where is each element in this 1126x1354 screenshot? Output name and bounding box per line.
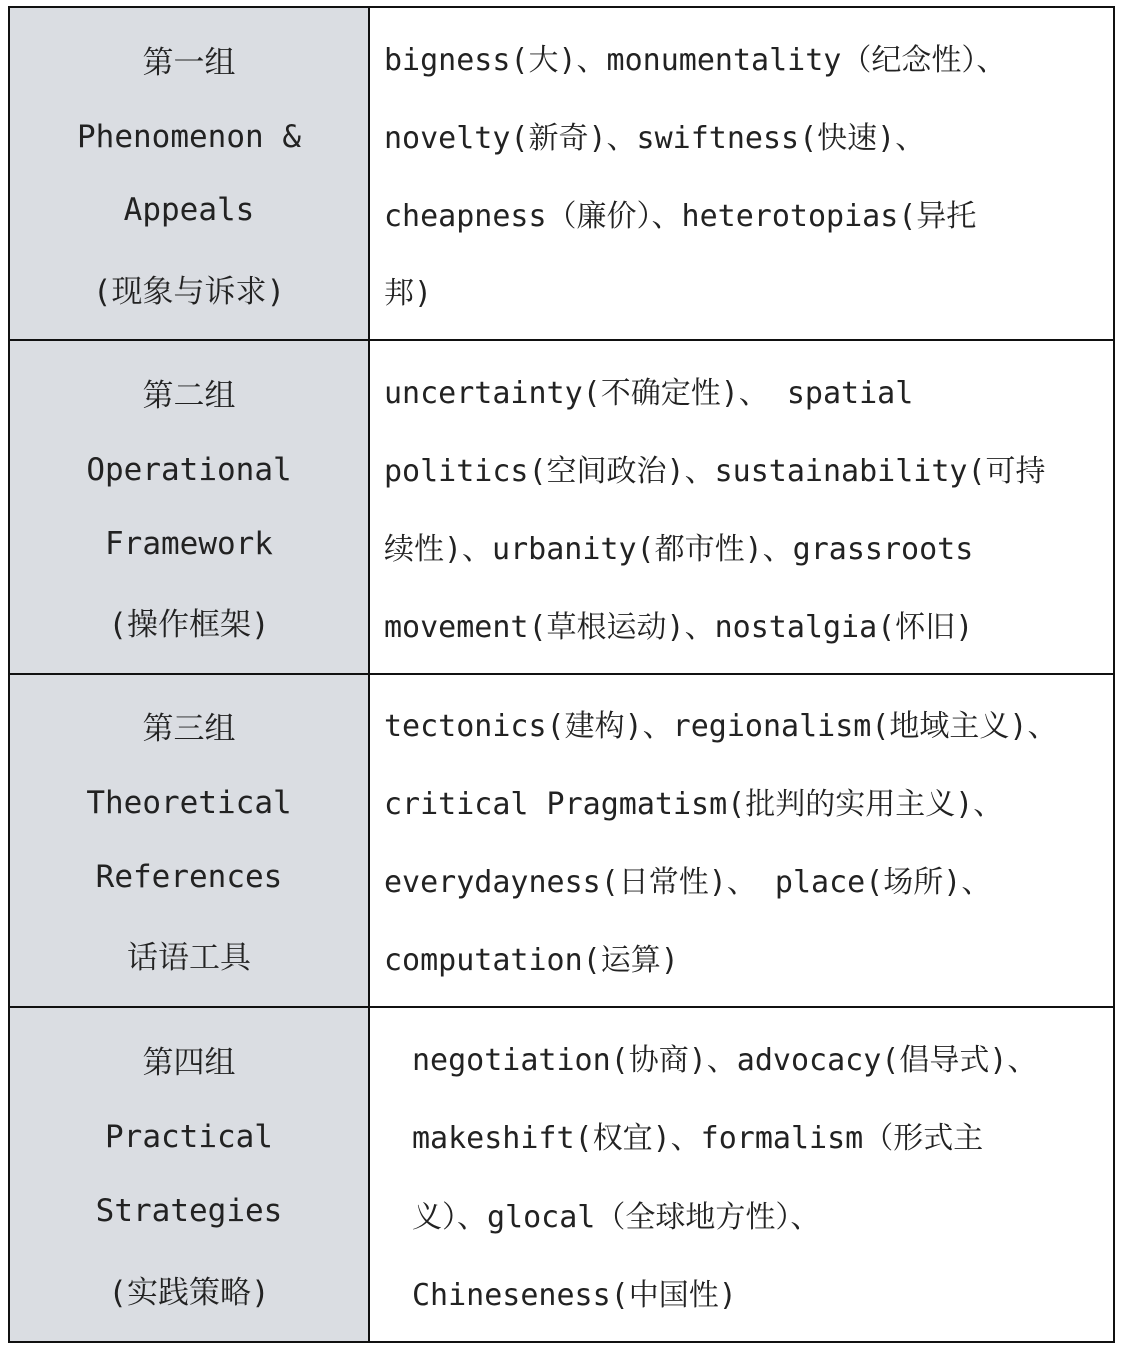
group-number: 第二组 (142, 377, 236, 414)
group-title-en-line2: Strategies (95, 1193, 283, 1230)
keyword-line: movement(草根运动)、nostalgia(怀旧) (384, 609, 974, 645)
group-title-en-line1: Theoretical (86, 785, 292, 822)
keyword-line: politics(空间政治)、sustainability(可持 (384, 453, 1046, 489)
group-cell (10, 8, 370, 341)
keywords-cell (370, 8, 1113, 341)
group-title-en-line1: Practical (105, 1119, 273, 1156)
keyword-line: Chineseness(中国性) (412, 1277, 737, 1313)
keyword-line: negotiation(协商)、advocacy(倡导式)、 (412, 1042, 1038, 1078)
group-title-en-line1: Operational (86, 452, 292, 489)
keyword-line: uncertainty(不确定性)、 spatial (384, 376, 914, 412)
group-title-en-line2: Appeals (123, 192, 255, 229)
group-title-en-line1: Phenomenon & (77, 118, 301, 155)
group-title-cn: (实践策略) (108, 1275, 270, 1312)
group-number: 第一组 (142, 44, 236, 81)
keyword-line: cheapness（廉价）、heterotopias(异托 (384, 198, 977, 234)
group-cell (10, 341, 370, 674)
group-title-cn: (操作框架) (108, 606, 270, 643)
keyword-line: critical Pragmatism(批判的实用主义)、 (384, 787, 1004, 823)
keyword-line: bigness(大)、monumentality（纪念性）、 (384, 42, 1007, 78)
group-title-en-line2: References (95, 858, 283, 895)
keyword-line: 邦) (384, 276, 433, 312)
keyword-line: tectonics(建构)、regionalism(地域主义)、 (384, 709, 1058, 745)
keyword-line: 义）、glocal（全球地方性）、 (412, 1199, 821, 1235)
group-title-cn: 话语工具 (127, 940, 251, 977)
group-cell (10, 675, 370, 1008)
group-cell (10, 1008, 370, 1341)
keywords-cell (370, 675, 1113, 1008)
keyword-line: novelty(新奇)、swiftness(快速)、 (384, 120, 926, 156)
keyword-table (8, 6, 1115, 1343)
keyword-line: everydayness(日常性)、 place(场所)、 (384, 865, 992, 901)
keyword-line: computation(运算) (384, 942, 679, 978)
group-number: 第三组 (142, 711, 236, 748)
keyword-line: makeshift(权宜)、formalism（形式主 (412, 1121, 984, 1157)
group-title-cn: (现象与诉求) (92, 273, 286, 310)
keyword-line: 续性)、urbanity(都市性)、grassroots (384, 531, 974, 567)
keywords-cell (370, 341, 1113, 674)
keywords-cell (370, 1008, 1113, 1341)
group-number: 第四组 (142, 1044, 236, 1081)
group-title-en-line2: Framework (105, 525, 273, 562)
